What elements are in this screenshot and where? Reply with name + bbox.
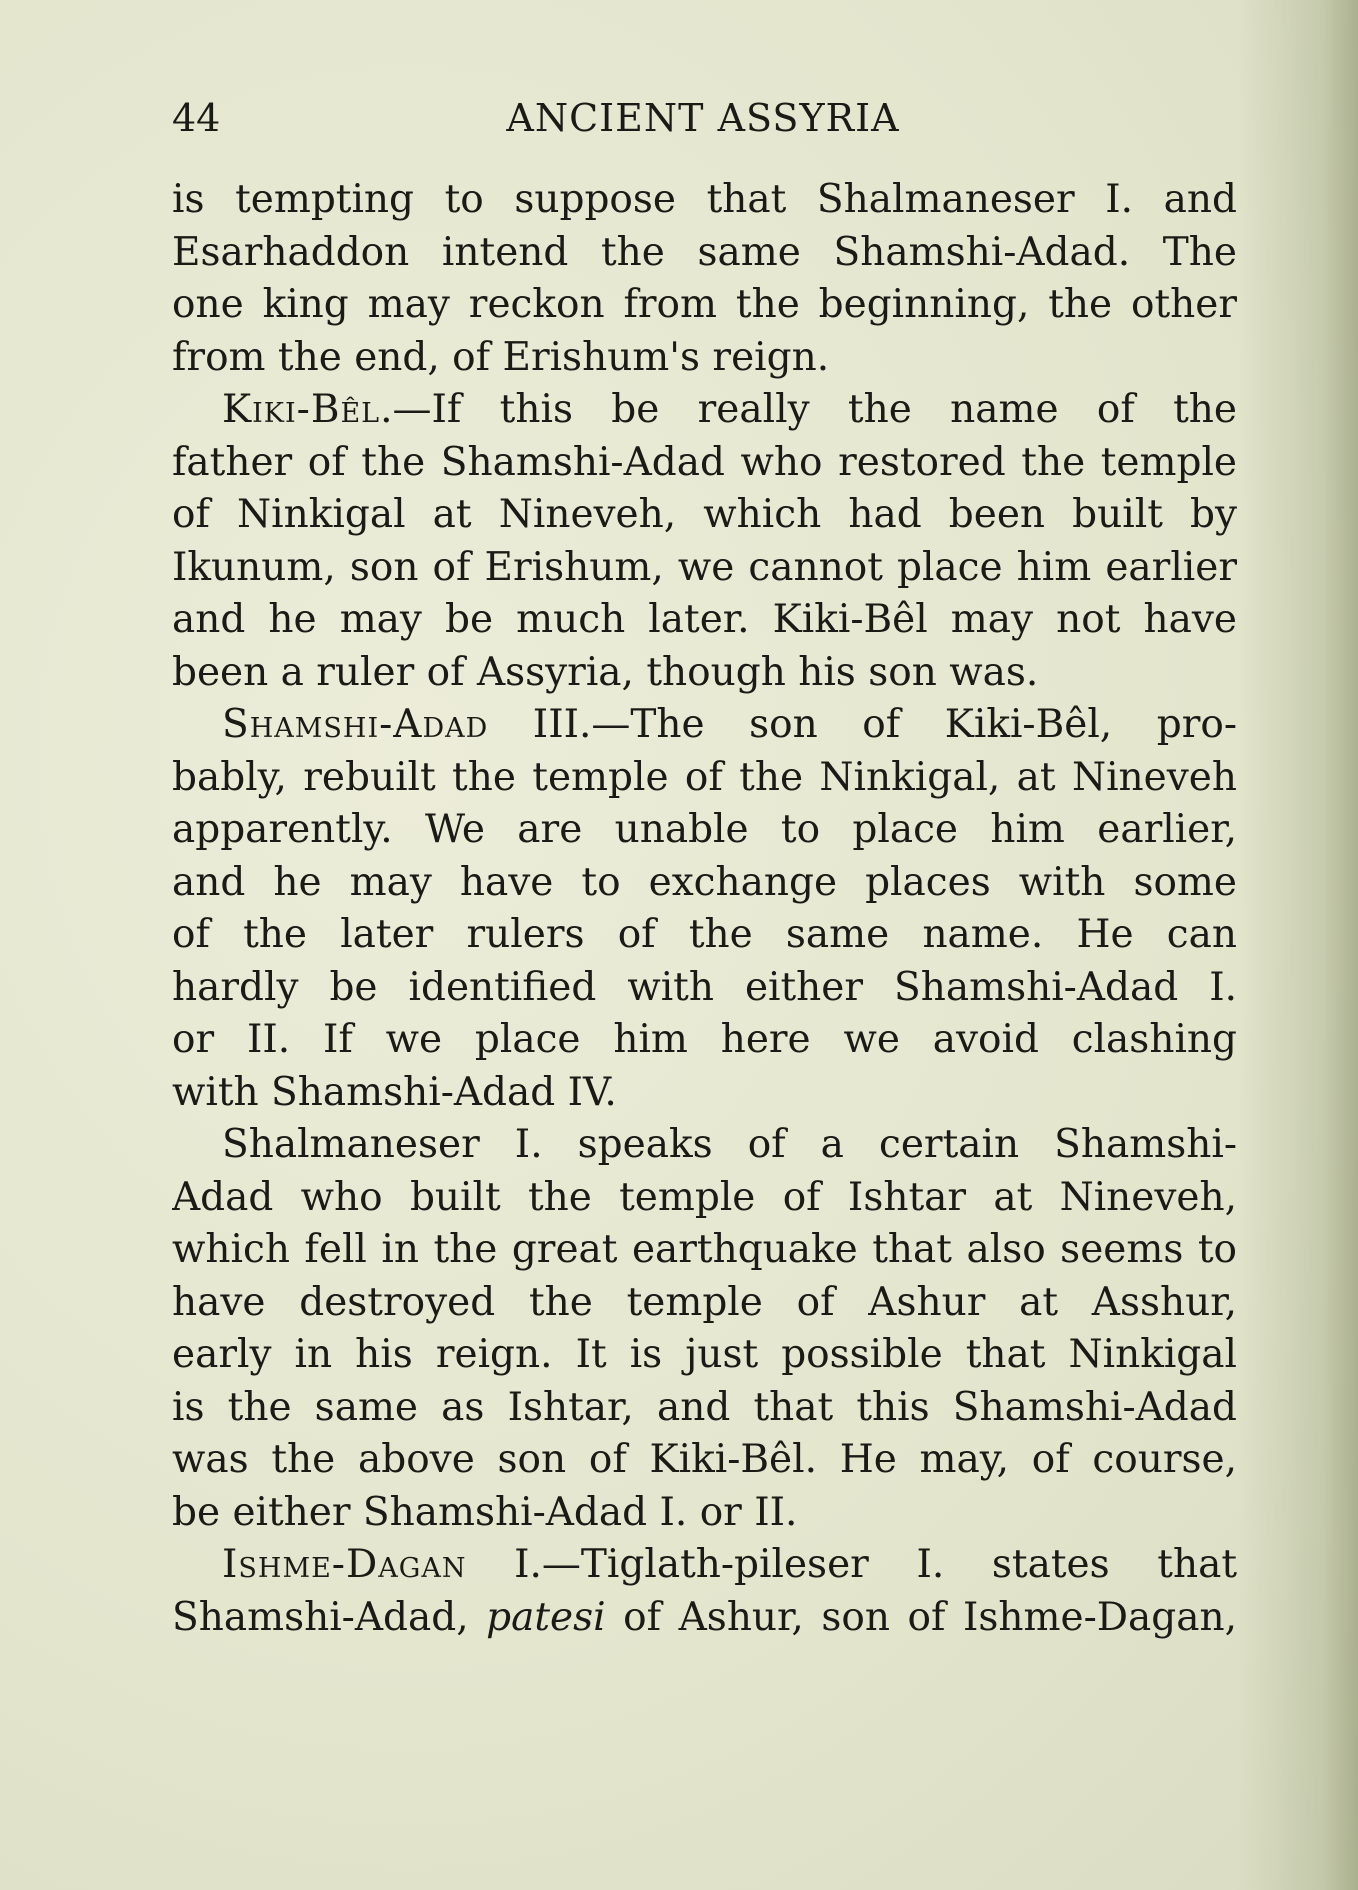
text-line: or II. If we place him here we avoid clashing xyxy=(172,1017,1237,1062)
text-line: Ishme-Dagan I.—Tiglath-pileser I. states that xyxy=(222,1542,1237,1587)
text-line: Shalmaneser I. speaks of a certain Shamshi- xyxy=(222,1122,1237,1167)
text-line: of Ninkigal at Nineveh, which had been built by xyxy=(172,492,1237,537)
text-line: and he may have to exchange places with some xyxy=(172,859,1237,905)
text-line: from the end, of Erishum's reign. xyxy=(172,334,830,380)
text-line: be either Shamshi-Adad I. or II. xyxy=(172,1489,798,1535)
body-text xyxy=(172,174,1237,1644)
text-line: have destroyed the temple of Ashur at Asshur, xyxy=(172,1279,1237,1325)
text-line: Adad who built the temple of Ishtar at Nineveh, xyxy=(172,1174,1237,1220)
text-line: Esarhaddon intend the same Shamshi-Adad. The xyxy=(172,229,1237,275)
text-line: Ikunum, son of Erishum, we cannot place him earlier xyxy=(172,544,1237,590)
text-line: father of the Shamshi-Adad who restored the temple xyxy=(172,439,1237,485)
text-line: and he may be much later. Kiki-Bêl may not have xyxy=(172,597,1237,642)
text-line: which fell in the great earthquake that also seems to xyxy=(172,1227,1237,1272)
page-header xyxy=(172,92,1234,144)
entry-heading-shamshi-adad: Shamshi-Adad xyxy=(222,702,489,747)
text-line: been a ruler of Assyria, though his son was. xyxy=(172,649,1039,695)
text-line: is the same as Ishtar, and that this Shamshi-Adad xyxy=(172,1384,1237,1430)
text-line: of the later rulers of the same name. He can xyxy=(172,912,1237,957)
text-line: bably, rebuilt the temple of the Ninkigal, at Nineveh xyxy=(172,754,1237,800)
page-number: 44 xyxy=(172,96,221,140)
running-title: ANCIENT ASSYRIA xyxy=(506,96,900,140)
page-edge-shadow xyxy=(1238,0,1358,1890)
entry-heading-ishme-dagan: Ishme-Dagan xyxy=(222,1542,467,1587)
text-line: early in his reign. It is just possible that Ninkigal xyxy=(172,1332,1237,1377)
text-line: with Shamshi-Adad IV. xyxy=(172,1069,617,1115)
text-line: apparently. We are unable to place him earlier, xyxy=(172,807,1237,852)
text-line: Kiki-Bêl.—If this be really the name of the xyxy=(222,387,1237,432)
entry-heading-kiki-bel: Kiki-Bêl xyxy=(222,387,381,432)
text-line: is tempting to suppose that Shalmaneser I. and xyxy=(172,177,1237,222)
text-line: Shamshi-Adad III.—The son of Kiki-Bêl, pro- xyxy=(222,702,1237,747)
italic-term: patesi xyxy=(486,1594,606,1640)
text-line: was the above son of Kiki-Bêl. He may, of course, xyxy=(172,1437,1237,1482)
text-line: Shamshi-Adad, patesi of Ashur, son of Ishme-Dagan, xyxy=(172,1594,1237,1640)
text-line: one king may reckon from the beginning, the other xyxy=(172,282,1237,327)
text-line: hardly be identified with either Shamshi-Adad I. xyxy=(172,964,1237,1010)
